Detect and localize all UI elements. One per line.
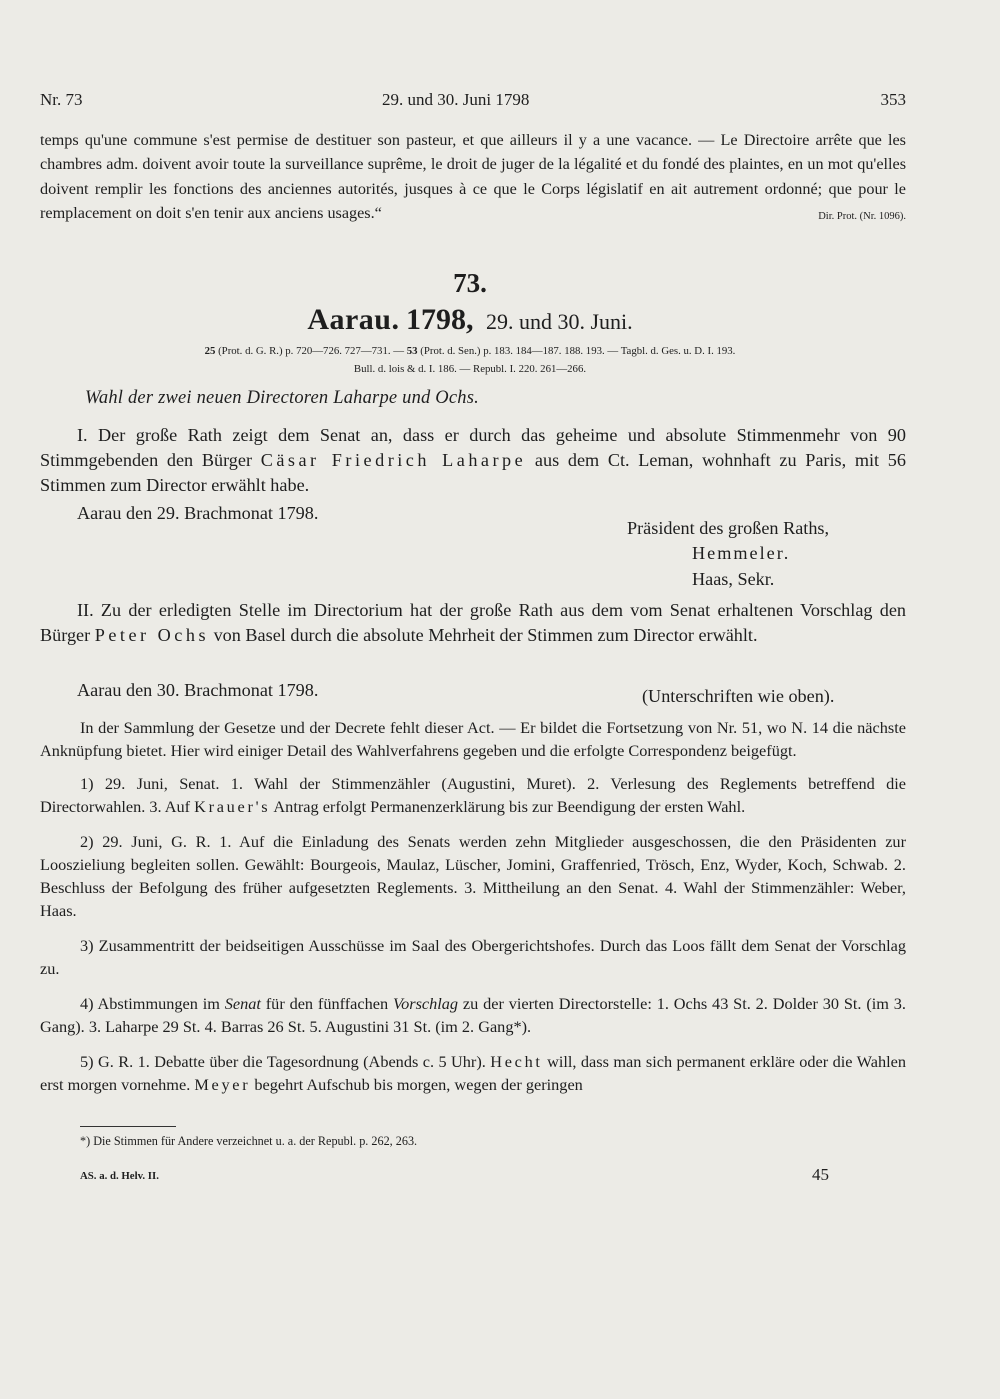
act-1-person-name: Cäsar Friedrich Laharpe [260, 450, 527, 470]
commentary-text: zu der vierten Directorstelle: 1. Ochs 43 St. 2. Dolder 30 St. (im 3. Gang). 3. Laharpe 29 St. 4. Barras 26 St. 5. Augustini 31 St. (im 2. Gang*). [40, 994, 906, 1036]
document-subject: Wahl der zwei neuen Directoren Laharpe und Ochs. [85, 388, 479, 408]
footnote: *) Die Stimmen für Andere verzeichnet u. a. der Republ. p. 262, 263. [80, 1134, 418, 1148]
document-year: 1798, [405, 303, 474, 336]
emphasis-text: Vorschlag [392, 994, 459, 1013]
commentary-text: will, dass man sich permanent erkläre oder die Wahlen erst morgen vornehme. [40, 1052, 906, 1094]
commentary-text: für den fünffachen [260, 994, 393, 1013]
footer-signature: AS. a. d. Helv. II. [80, 1170, 159, 1182]
running-head [40, 90, 906, 116]
emphasis-text: Senat [224, 994, 261, 1013]
act-2-text-part: II. Zu der erledigten Stelle im Directorium hat der große Rath aus dem vom Senat erhaltenen Vorschlag den Bürger [40, 600, 906, 645]
commentary-text: Antrag erfolgt Permanenzerklärung bis zur Beendigung der ersten Wahl. [270, 797, 746, 816]
document-heading [0, 300, 940, 342]
editorial-commentary [40, 716, 906, 1108]
previous-document-citation: Dir. Prot. (Nr. 1096). [818, 210, 906, 222]
commentary-text: 5) G. R. 1. Debatte über die Tagesordnung (Abends c. 5 Uhr). [80, 1052, 491, 1071]
act-1-text [40, 423, 906, 498]
act-1-signatory-role: Präsident des großen Raths, [627, 518, 830, 538]
commentary-text: 4) Abstimmungen im [80, 994, 225, 1013]
source-ref-number: 25 [204, 345, 216, 357]
previous-document-text: temps qu'une commune s'est permise de destituer son pasteur, et que ailleurs il y a une vacance. — Le Directoire arrête que les chambres adm. doivent avoir toute la surveillance suprême, le droit de juger de la légalité et du fondé des plaintes, en un mot qu'elles doivent remplir les fonctions des anciennes autorités, jusques à ce que le Corps législatif en ait autrement ordonné; que pour le remplacement on doit s'en tenir aux anciens usages.“ [40, 131, 906, 222]
source-ref-text: (Prot. d. G. R.) p. 720—726. 727—731. — [215, 345, 407, 357]
person-name: Meyer [194, 1075, 251, 1094]
source-ref-number: 53 [406, 345, 418, 357]
commentary-text: begehrt Aufschub bis morgen, wegen der geringen [250, 1075, 583, 1094]
footer-sheet-number: 45 [812, 1165, 829, 1184]
document-number: 73. [453, 268, 487, 298]
act-1-signatory-name: Hemmeler. [692, 543, 791, 563]
page-number: 353 [880, 90, 906, 109]
commentary-text: 1) 29. Juni, Senat. 1. Wahl der Stimmenzähler (Augustini, Muret). 2. Verlesung des Reglements betreffend die Directorwahlen. 3. Auf [40, 774, 906, 816]
document-place: Aarau. [307, 303, 400, 336]
act-1-secretary: Haas, Sekr. [692, 569, 775, 589]
act-1-text-part: I. Der große Rath zeigt dem Senat an, dass er durch das geheime und absolute Stimmenmehr von 90 Stimmgebenden den Bürger [40, 425, 906, 470]
person-name: Hecht [490, 1052, 543, 1071]
person-name: Krauer's [194, 797, 271, 816]
commentary-item-4 [40, 992, 906, 1038]
act-2-text-part: von Basel durch die absolute Mehrheit der Stimmen zum Director erwählt. [209, 625, 758, 645]
running-head-document-number: Nr. 73 [40, 90, 83, 109]
act-2-person-name: Peter Ochs [94, 625, 210, 645]
act-1-date: Aarau den 29. Brachmonat 1798. [77, 503, 319, 523]
running-head-date: 29. und 30. Juni 1798 [382, 90, 530, 109]
footnote-divider [80, 1126, 176, 1127]
commentary-item-1 [40, 772, 906, 818]
document-date: 29. und 30. Juni. [485, 309, 633, 334]
source-ref-text: (Prot. d. Sen.) p. 183. 184—187. 188. 193. — Tagbl. d. Ges. u. D. I. 193. [417, 345, 736, 357]
source-line-1 [0, 343, 940, 361]
previous-document-ending [40, 128, 906, 229]
source-references [0, 343, 940, 378]
act-2-signature-note: (Unterschriften wie oben). [642, 686, 835, 706]
commentary-item-5 [40, 1050, 906, 1096]
commentary-item-3: 3) Zusammentritt der beidseitigen Ausschüsse im Saal des Obergerichtshofes. Durch das Loos fällt dem Senat der Vorschlag zu. [40, 936, 906, 978]
act-2-date: Aarau den 30. Brachmonat 1798. [77, 680, 319, 700]
act-1-text-part: aus dem Ct. Leman, wohnhaft zu Paris, mit 56 Stimmen zum Director erwählt habe. [40, 450, 906, 495]
source-line-2: Bull. d. lois & d. I. 186. — Republ. I. 220. 261—266. [353, 362, 587, 375]
commentary-intro: In der Sammlung der Gesetze und der Decrete fehlt dieser Act. — Er bildet die Fortsetzung von Nr. 51, wo N. 14 die nächste Anknüpfung bietet. Hier wird einiger Detail des Wahlverfahrens gegeben und die erfolgte Correspondenz beigefügt. [40, 718, 906, 760]
act-2-text [40, 598, 906, 648]
commentary-item-2: 2) 29. Juni, G. R. 1. Auf die Einladung des Senats werden zehn Mitglieder ausgeschossen, die den Präsidenten zur Looszieliung begleiten sollen. Gewählt: Bourgeois, Maulaz, Lüscher, Jomini, Graffenried, Trösch, Enz, Wyder, Koch, Schwab. 2. Beschluss der Befolgung des früher aufgesetzten Reglements. 3. Mittheilung an den Senat. 4. Wahl der Stimmenzähler: Weber, Haas. [40, 832, 906, 920]
